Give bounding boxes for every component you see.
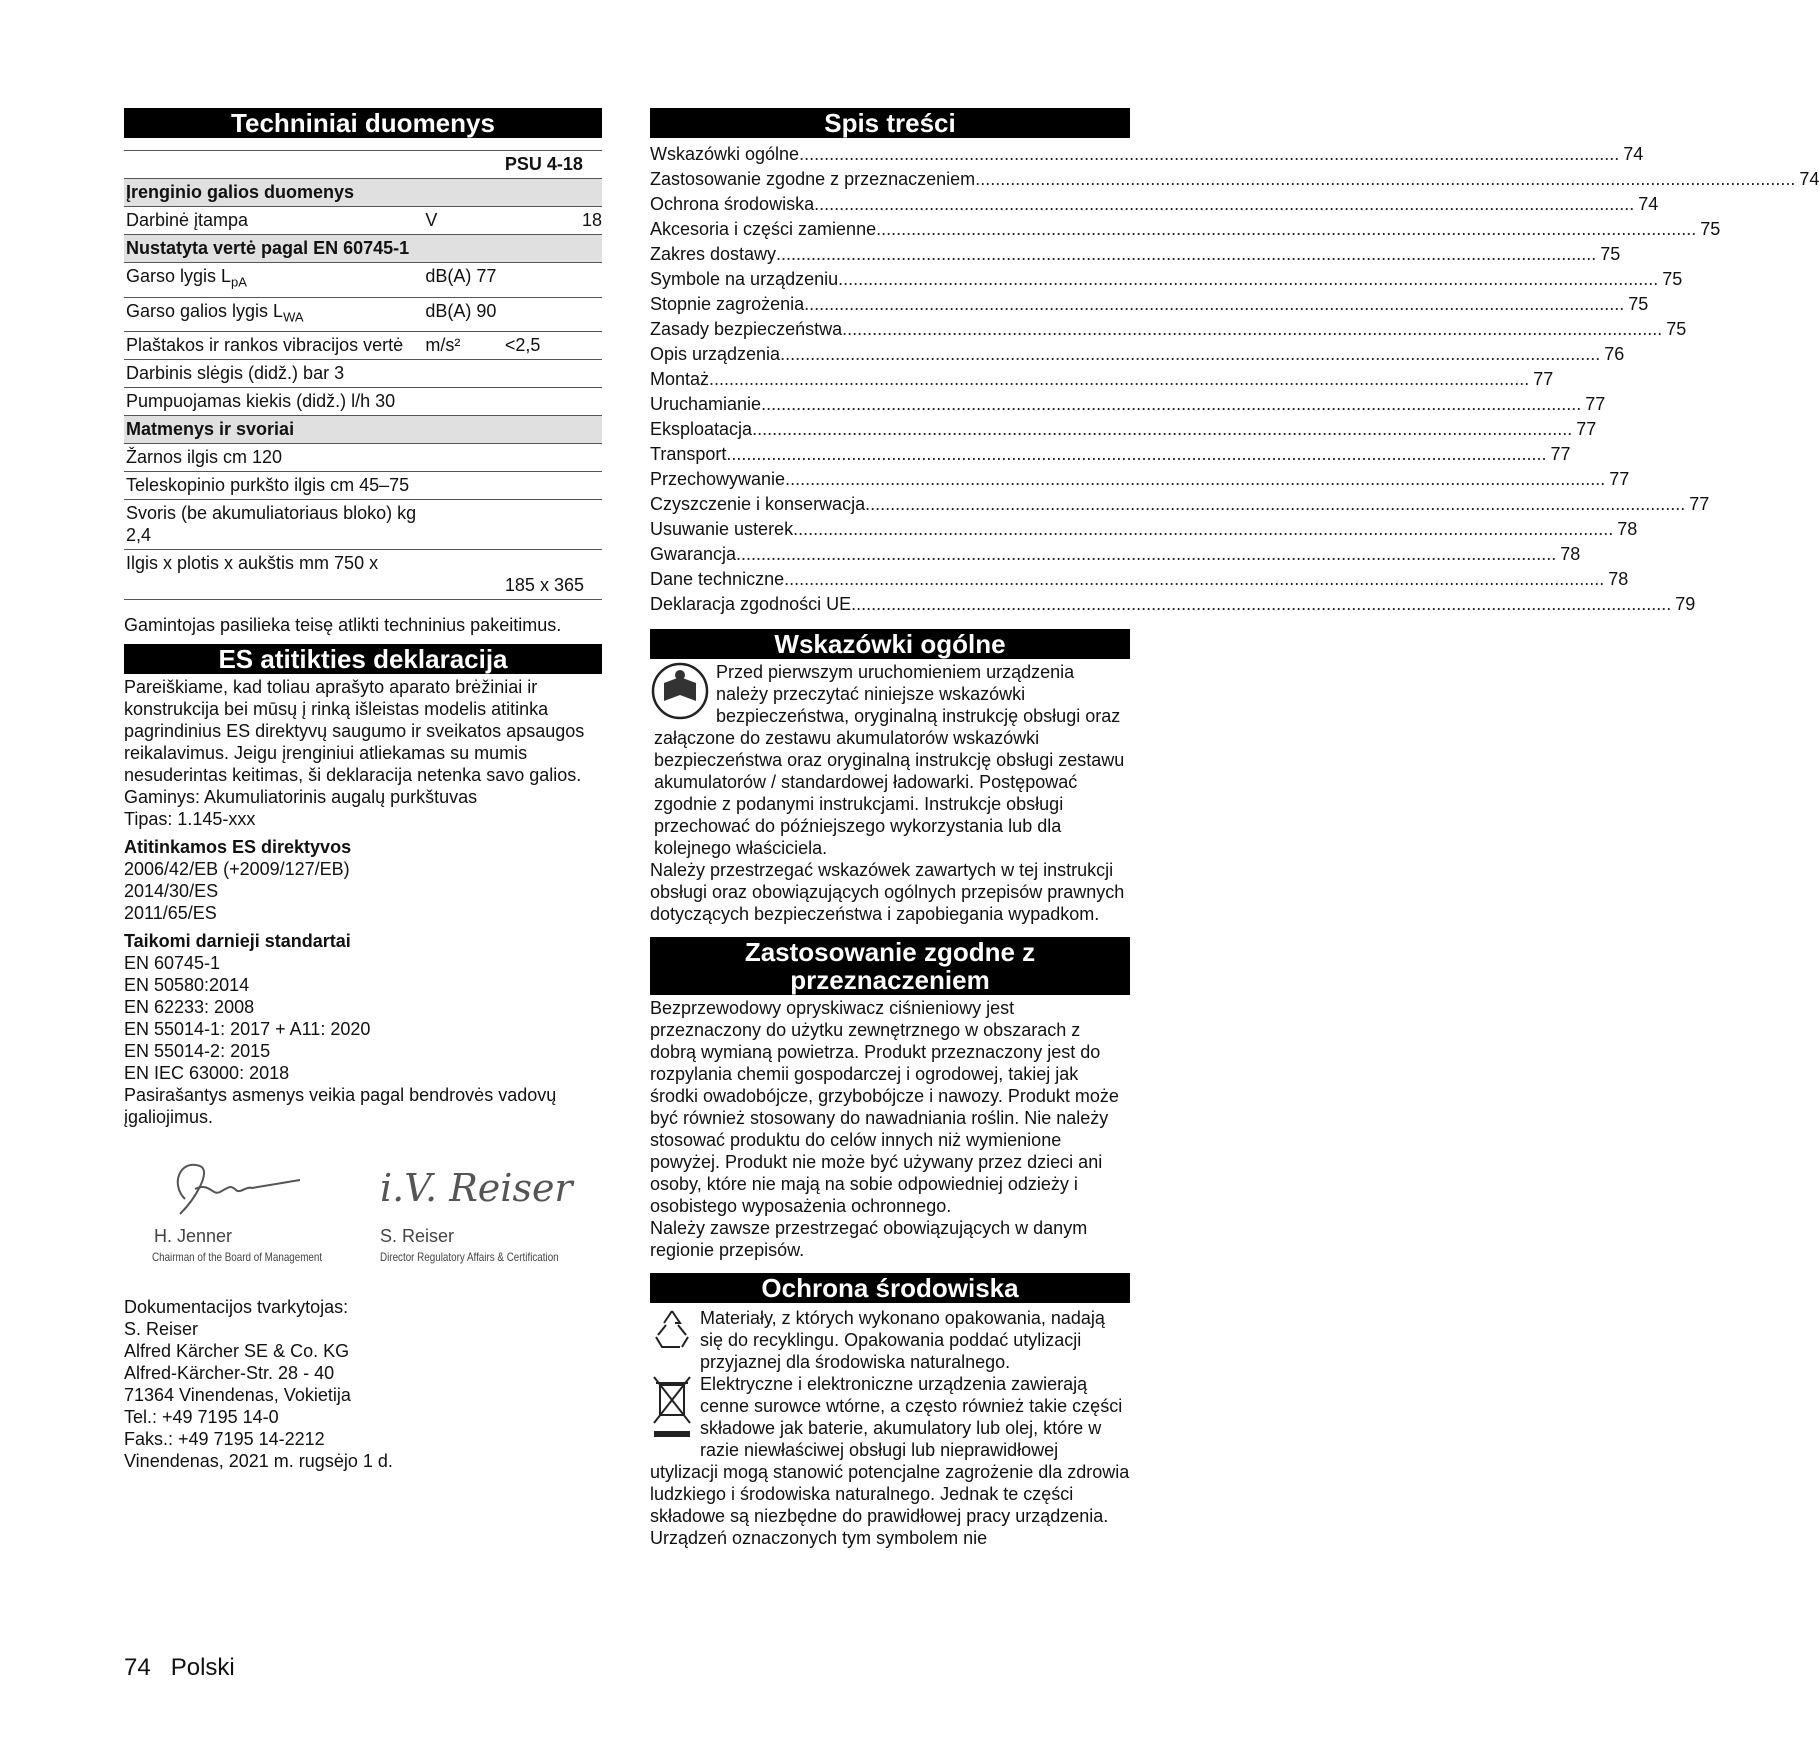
es-declaration-heading: ES atitikties deklaracija [124,644,602,674]
toc-item[interactable] [650,392,1606,417]
general-heading: Wskazówki ogólne [650,629,1130,659]
toc-item[interactable] [650,442,1571,467]
toc-item-page: 77 [1533,369,1554,389]
toc-item[interactable] [650,217,1721,242]
toc-item-page: 78 [1608,569,1629,589]
standard-item: EN 50580:2014 [124,975,250,996]
toc-leader-dots [736,542,1556,567]
tech-data-heading: Techniniai duomenys [124,108,602,138]
contact-line: Tel.: +49 7195 14-0 [124,1407,279,1428]
documentation-contact [124,1296,602,1472]
toc-item[interactable] [650,367,1554,392]
toc-item-label: Wskazówki ogólne [650,144,800,164]
toc-item-label: Zakres dostawy [650,244,777,264]
directive-item: 2011/65/ES [124,903,217,924]
toc-item-page: 74 [1623,144,1644,164]
environment-text-1: Materiały, z których wykonano opakowania, nadają się do recyklingu. Opakowania poddać utylizacji przyjaznej dla środowiska naturalnego. [700,1308,1105,1372]
toc-item-page: 77 [1550,444,1571,464]
intended-use-text-2: Należy zawsze przestrzegać obowiązujących w danym regionie przepisów. [650,1218,1088,1260]
toc-item[interactable] [650,192,1659,217]
toc-item-label: Zasady bezpieczeństwa [650,319,843,339]
tech-note: Gamintojas pasilieka teisę atlikti techninius pakeitimus. [124,615,562,636]
toc-item[interactable] [650,342,1625,367]
left-column [124,108,602,1472]
toc-item[interactable] [650,267,1683,292]
toc-leader-dots [785,467,1605,492]
toc-leader-dots [799,142,1619,167]
right-column [650,108,1819,1549]
toc-item-label: Stopnie zagrożenia [650,294,805,314]
environment-section [650,1307,1130,1549]
tech-data-table [124,150,602,600]
toc-item-page: 78 [1560,544,1581,564]
table-row: Garso galios lygis $L_{WA}$ dB(A) 90 [124,297,602,332]
table-row: Garso lygis $L_{pA}$ dB(A) 77 [124,263,602,298]
toc-item-page: 78 [1617,519,1638,539]
toc-heading: Spis treści [650,108,1130,138]
toc-leader-dots [761,392,1581,417]
toc-leader-dots [793,517,1613,542]
toc-item[interactable] [650,467,1630,492]
signer2-name: S. Reiser [380,1226,455,1247]
toc-item-label: Symbole na urządzeniu [650,269,839,289]
manual-icon [650,661,710,726]
toc-leader-dots [726,442,1546,467]
table-row: Pumpuojamas kiekis (didž.) l/h 30 [124,388,602,416]
toc-item-label: Czyszczenie i konserwacja [650,494,866,514]
standard-item: EN 62233: 2008 [124,997,255,1018]
signature-jenner [150,1144,310,1224]
toc-item-label: Dane techniczne [650,569,785,589]
toc-item-label: Opis urządzenia [650,344,781,364]
standard-item: EN 55014-2: 2015 [124,1041,271,1062]
contact-line: S. Reiser [124,1319,199,1340]
table-row: Darbinė įtampa V 18 [124,207,602,235]
toc-item-page: 75 [1662,269,1683,289]
table-row: Darbinis slėgis (didž.) bar 3 [124,360,602,388]
table-of-contents [650,142,1819,617]
toc-item-page: 75 [1666,319,1687,339]
page-number: 74 [124,1654,151,1681]
table-header-model: PSU 4-18 [504,154,583,174]
toc-item[interactable] [650,592,1696,617]
toc-item[interactable] [650,517,1638,542]
toc-item-page: 75 [1600,244,1621,264]
table-section-row: Matmenys ir svoriai [124,416,602,444]
standard-item: EN 55014-1: 2017 + A11: 2020 [124,1019,371,1040]
signer2-title: Director Regulatory Affairs & Certification [380,1250,559,1265]
contact-line: 71364 Vinendenas, Vokietija [124,1385,351,1406]
toc-item-page: 77 [1609,469,1630,489]
toc-item-page: 74 [1638,194,1659,214]
product-line: Gaminys: Akumuliatorinis augalų purkštuvas [124,787,478,808]
directives-list [124,858,602,924]
general-section [650,661,1130,925]
toc-item[interactable] [650,542,1581,567]
toc-item-label: Usuwanie usterek [650,519,794,539]
intended-use-heading: Zastosowanie zgodne z przeznaczeniem [650,937,1130,995]
table-row: Teleskopinio purkšto ilgis cm 45–75 [124,472,602,500]
toc-item-page: 77 [1585,394,1606,414]
toc-item-label: Przechowywanie [650,469,786,489]
contact-line: Dokumentacijos tvarkytojas: [124,1297,349,1318]
recycle-icon [650,1307,694,1356]
toc-item-page: 77 [1576,419,1597,439]
toc-item-page: 76 [1604,344,1625,364]
general-text-2: Należy przestrzegać wskazówek zawartych w tej instrukcji obsługi oraz obowiązujących ogólnych przepisów prawnych dotyczących bezpieczeństwa i zapobiegania wypadkom. [650,860,1125,924]
toc-item-label: Transport [650,444,727,464]
toc-leader-dots [876,217,1696,242]
toc-item[interactable] [650,317,1687,342]
toc-item-label: Akcesoria i części zamienne [650,219,877,239]
toc-item-page: 77 [1689,494,1710,514]
toc-item-page: 75 [1628,294,1649,314]
table-section-row: Nustatyta vertė pagal EN 60745-1 [124,235,602,263]
toc-item-label: Ochrona środowiska [650,194,815,214]
toc-item-label: Zastosowanie zgodne z przeznaczeniem [650,169,976,189]
contact-line: Alfred-Kärcher-Str. 28 - 40 [124,1363,335,1384]
contact-line: Alfred Kärcher SE & Co. KG [124,1341,350,1362]
environment-heading: Ochrona środowiska [650,1273,1130,1303]
intended-use-text-1: Bezprzewodowy opryskiwacz ciśnieniowy jest przeznaczony do użytku zewnętrznego w obszarach z dobrą wymianą powietrza. Produkt przeznaczony jest do rozpylania chemii gospodarczej i ogrodowej, takiej jak środki owadobójcze, grzybobójcze i nawozy. Produkt może być również stosowany do nawadniania roślin. Nie należy stosować produktu do celów innych niż wymienione powyżej. Produkt nie może być używany przez dzieci ani osoby, które nie mają na sobie odpowiedniej odzieży i osobistego wyposażenia ochronnego. [650,998,1119,1216]
toc-item-label: Montaż [650,369,710,389]
toc-item-label: Gwarancja [650,544,737,564]
signature-reiser [380,1156,573,1226]
toc-leader-dots [838,267,1658,292]
toc-leader-dots [804,292,1624,317]
toc-leader-dots [865,492,1685,517]
standard-item: EN IEC 63000: 2018 [124,1063,290,1084]
toc-item[interactable] [650,567,1629,592]
toc-item-page: 79 [1675,594,1696,614]
toc-leader-dots [814,192,1634,217]
toc-leader-dots [975,167,1795,192]
toc-item-label: Uruchamianie [650,394,762,414]
toc-item[interactable] [650,142,1644,167]
contact-line: Vinendenas, 2021 m. rugsėjo 1 d. [124,1451,393,1472]
toc-leader-dots [784,567,1604,592]
toc-item[interactable] [650,167,1819,192]
table-row: Plaštakos ir rankos vibracijos vertė m/s² <2,5 [124,332,602,360]
signature-reiser-text: i.V. Reiser [380,1166,573,1211]
directive-item: 2014/30/ES [124,881,219,902]
signatures [124,1136,602,1286]
toc-item[interactable] [650,492,1710,517]
toc-item-page: 75 [1700,219,1721,239]
type-line: Tipas: 1.145-xxx [124,809,256,830]
toc-item-label: Deklaracja zgodności UE [650,594,852,614]
toc-item[interactable] [650,292,1649,317]
weee-bin-icon [650,1373,694,1448]
signer1-name: H. Jenner [154,1226,233,1247]
toc-leader-dots [776,242,1596,267]
table-row: Svoris (be akumuliatoriaus bloko) kg 2,4 [124,500,602,550]
directive-item: 2006/42/EB (+2009/127/EB) [124,859,350,880]
environment-text-2: Elektryczne i elektroniczne urządzenia zawierają cenne surowce wtórne, a często również takie części składowe jak baterie, akumulatory lub olej, które w razie niewłaściwej obsługi lub nieprawidłowej utylizacji mogą stanowić potencjalne zagrożenie dla zdrowia ludzkiego i środowiska naturalnego. Jednak te części składowe są niezbędne do prawidłowej pracy urządzenia. Urządzeń oznaczonych tym symbolem nie [650,1374,1130,1548]
toc-leader-dots [851,592,1671,617]
toc-item[interactable] [650,417,1597,442]
general-text-1: Przed pierwszym uruchomieniem urządzenia należy przeczytać niniejsze wskazówki bezpieczeństwa, oryginalną instrukcję obsługi oraz załączone do zestawu akumulatorów wskazówki bezpieczeństwa oraz oryginalną instrukcję obsługi zestawu akumulatorów / standardowej ładowarki. Postępować zgodnie z podanymi instrukcjami. Instrukcje obsługi przechować do późniejszego wykorzystania lub dla kolejnego właściciela. [654,662,1125,858]
toc-leader-dots [780,342,1600,367]
table-section-row: Įrenginio galios duomenys [124,179,602,207]
standards-list [124,952,602,1084]
table-row: Žarnos ilgis cm 120 [124,444,602,472]
table-row: Ilgis x plotis x aukštis mm 750 x 185 x 365 [124,550,602,600]
standard-item: EN 60745-1 [124,953,221,974]
toc-leader-dots [752,417,1572,442]
toc-item-label: Eksploatacja [650,419,753,439]
es-declaration-text: Pareiškiame, kad toliau aprašyto aparato brėžiniai ir konstrukcija bei mūsų į rinką išleistas modelis atitinka pagrindinius ES direktyvų saugumo ir sveikatos apsaugos reikalavimus. Jeigu įrenginiui atliekamas su mumis nesuderintas keitimas, ši deklaracija netenka savo galios. [124,677,585,786]
toc-leader-dots [709,367,1529,392]
toc-leader-dots [842,317,1662,342]
toc-item[interactable] [650,242,1621,267]
footer-language: Polski [170,1654,235,1681]
contact-line: Faks.: +49 7195 14-2212 [124,1429,325,1450]
directives-title: Atitinkamos ES direktyvos [124,837,352,858]
toc-item-page: 74 [1799,169,1819,189]
page-footer [124,1654,235,1682]
signer1-title: Chairman of the Board of Management [152,1250,323,1265]
signers-note: Pasirašantys asmenys veikia pagal bendrovės vadovų įgaliojimus. [124,1085,557,1128]
standards-title: Taikomi darnieji standartai [124,931,351,952]
